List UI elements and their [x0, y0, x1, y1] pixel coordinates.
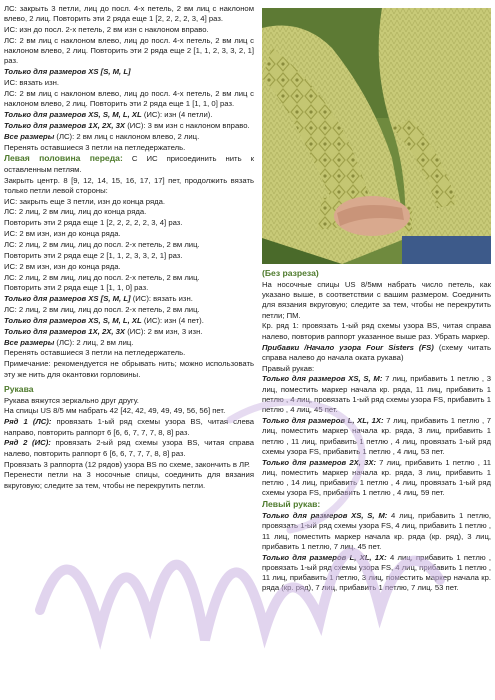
left-paragraph — [4, 406, 254, 416]
instruction-text: ЛС: 2 вм лиц с наклоном влево, лиц до посл. 4-х петель, 2 вм лиц с наклоном влево, 2 лиц. Повторить эти 2 ряда еще 2 [1, 1, 2, 3, 3, 2, 1] раз. — [4, 35, 254, 66]
left-paragraph — [4, 294, 254, 304]
instruction-text: ЛС: 2 лиц, 2 вм лиц, лиц до посл. 2-х петель, 2 вм лиц. — [4, 272, 200, 282]
instruction-text: ЛС: 2 лиц, 2 вм лиц, лиц до посл. 2-х петель, 2 вм лиц. — [4, 305, 200, 315]
instruction-text: ИС: закрыть еще 3 петли, изн до конца ряда. — [4, 196, 166, 206]
size-label: Только для размеров XS [S, M, L] — [4, 294, 131, 304]
right-paragraph — [262, 553, 491, 594]
left-paragraph — [4, 273, 254, 283]
right-paragraph — [262, 499, 491, 510]
left-paragraph — [4, 78, 254, 88]
left-paragraph — [4, 396, 254, 406]
left-paragraph — [4, 229, 254, 239]
left-paragraph — [4, 348, 254, 358]
instruction-text: Рукава вяжутся зеркально друг другу. — [4, 395, 139, 405]
instruction-text: провязать 2-ый ряд схемы узора BS, читая справа налево, повторить раппорт 6 [6, 6, 7, 7, 7, 8, 8] раз. — [4, 438, 254, 458]
right-paragraph — [262, 458, 491, 499]
left-text-column — [4, 4, 254, 491]
size-label: Только для размеров XS, S, M: — [262, 374, 383, 384]
left-paragraph — [4, 359, 254, 380]
instruction-text: Провязать 3 раппорта (12 рядов) узора BS по схеме, закончить в ЛР. — [4, 459, 250, 469]
instruction-text: (ИС): 2 вм изн, 3 изн. — [125, 326, 203, 336]
left-paragraph — [4, 176, 254, 197]
left-paragraph — [4, 207, 254, 217]
left-paragraph — [4, 460, 254, 470]
size-label: Только для размеров L, XL, 1X: — [262, 416, 384, 426]
right-paragraph — [262, 511, 491, 552]
right-paragraph — [262, 268, 491, 279]
instruction-text: (ИС): изн (4 пет). — [141, 315, 204, 325]
instruction-text: ИС: 2 вм изн, изн до конца ряда. — [4, 261, 121, 271]
section-heading: Левый рукав: — [262, 499, 321, 510]
right-paragraph — [262, 374, 491, 415]
section-heading: (Без разреза) — [262, 268, 319, 278]
left-paragraph — [4, 110, 254, 120]
left-paragraph — [4, 240, 254, 250]
left-paragraph — [4, 4, 254, 25]
right-paragraph — [262, 280, 491, 321]
left-paragraph — [4, 417, 254, 438]
sweater-photo — [262, 8, 491, 264]
right-paragraph — [262, 364, 491, 374]
left-paragraph — [4, 143, 254, 153]
size-label: Только для размеров XS, S, M: — [262, 511, 388, 521]
instruction-text: Закрыть центр. 8 [9, 12, 14, 15, 16, 17, 17] пет, продолжить вязать только петли левой стороны: — [4, 175, 254, 195]
size-label: Только для размеров 1X, 2X, 3X — [4, 120, 126, 130]
section-heading: Левая половина переда: — [4, 153, 123, 164]
size-label: Только для размеров XS [S, M, L] — [4, 67, 131, 77]
instruction-text: (ИС): изн (4 петли). — [141, 110, 213, 120]
instruction-text: (ИС): 3 вм изн с наклоном вправо. — [125, 120, 250, 130]
instruction-text: (ЛС): 2 вм лиц с наклоном влево, 2 лиц. — [54, 131, 200, 141]
left-paragraph — [4, 218, 254, 228]
left-paragraph — [4, 327, 254, 337]
instruction-text: ЛС: 2 лиц, 2 вм лиц, лиц до конца ряда. — [4, 207, 147, 217]
size-label: Только для размеров 2X, 3X: — [262, 457, 377, 467]
instruction-text: Перенести петли на 3 носочные спицы, соединить для вязания вкруговую; следите за тем, чтобы не перекрутить петли. — [4, 470, 254, 490]
left-paragraph — [4, 121, 254, 131]
instruction-text: Повторить эти 2 ряда еще 1 [2, 2, 2, 2, 2, 3, 4] раз. — [4, 218, 183, 228]
instruction-text: (ЛС): 2 лиц, 2 вм лиц. — [54, 337, 134, 347]
size-label: Только для размеров XS, S, M, L, XL — [4, 315, 142, 325]
size-label: Все размеры — [4, 131, 55, 141]
instruction-text: 4 лиц, прибавить 1 петлю , провязать 1-ый ряд схемы узора FS, 4 лиц, прибавить 1 петлю , 11 лиц, прибавить 1 петлю, 3 лиц, поместить маркер начала кр. ряда (кр. ряд), 7 лиц, прибавить 1 петлю, 7 лиц. 53 пет. — [262, 552, 491, 593]
instruction-text: ЛС: 2 вм лиц с наклоном влево, лиц до посл. 4-х петель, 2 вм лиц с наклоном влево, 2 лиц. Повторить эти 2 ряда еще 1 [1, 1, 0] раз. — [4, 88, 254, 109]
right-paragraph — [262, 416, 491, 457]
instruction-text: 7 лиц, прибавить 1 петлю , 3 лиц, поместить маркер начала кр. ряда, 11 лиц, прибавить 1 петлю , 4 лиц, провязать 1-ый ряд схемы узора FS, прибавить 1 петлю , 4 лиц, 45 пет. — [262, 374, 492, 415]
left-paragraph — [4, 262, 254, 272]
left-paragraph — [4, 438, 254, 459]
size-label: Все размеры — [4, 337, 55, 347]
left-paragraph — [4, 197, 254, 207]
instruction-text: На носочные спицы US 8/5мм набрать число петель, как указано выше, в соответствии с вашим размером. Соединить для вязания вкруговую; следите за тем, чтобы не перекрутить петли; ПМ. — [262, 279, 491, 320]
instruction-text: 7 лиц, прибавить 1 петлю , 7 лиц, поместить маркер начала кр. ряда, 3 лиц, прибавить 1 петлю , 11 лиц, прибавить 1 петлю , 4 лиц, провязать 1-ый ряд схемы узора FS, прибавить 1 петлю , 4 лиц, 53 пет. — [262, 416, 491, 456]
instruction-text: (ИС): вязать изн. — [130, 294, 193, 304]
size-label: Прибавки /Начало узора Four Sisters (FS) — [262, 342, 434, 352]
left-paragraph — [4, 132, 254, 142]
left-paragraph — [4, 316, 254, 326]
size-label: Ряд 1 (ЛС): — [4, 417, 52, 427]
left-paragraph — [4, 153, 254, 175]
instruction-text: Повторить эти 2 ряда еще 2 [1, 1, 2, 3, 3, 2, 1] раз. — [4, 250, 183, 260]
size-label: Только для размеров L, XL, 1X: — [262, 552, 387, 562]
right-paragraph — [262, 343, 491, 364]
size-label: Только для размеров XS, S, M, L, XL — [4, 110, 142, 120]
instruction-text: (схему читать справа налево до начала оката рукава) — [262, 342, 491, 362]
instruction-text: ИС: вязать изн. — [4, 78, 60, 88]
instruction-text: 4 лиц, прибавить 1 петлю, провязать 1-ый ряд схемы узора FS, 4 лиц, прибавить 1 петлю , 11 лиц, поместить маркер начала кр. ряда (кр. ряд), 3 лиц, прибавить 1 петлю, 7 лиц. 45 пет. — [262, 511, 492, 551]
left-paragraph — [4, 470, 254, 491]
instruction-text: 7 лиц, прибавить 1 петлю , 11 лиц, поместить маркер начала кр. ряда, 3 лиц, прибавить 1 петлю , 14 лиц, прибавить 1 петлю , 4 лиц, провязать 1-ый ряд схемы узора FS, прибавить 1 петлю , 4 лиц, 59 пет. — [262, 457, 491, 498]
instruction-text: ИС: 2 вм изн, изн до конца ряда. — [4, 229, 121, 239]
section-heading: Рукава — [4, 383, 34, 394]
left-paragraph — [4, 283, 254, 293]
instruction-text: ИС: изн до посл. 2-х петель, 2 вм изн с наклоном вправо. — [4, 25, 209, 35]
instruction-text: Перенять оставшиеся 3 петли на петледержатель. — [4, 348, 186, 358]
instruction-text: ЛС: 2 лиц, 2 вм лиц, лиц до посл. 2-х петель, 2 вм лиц. — [4, 240, 200, 249]
left-paragraph — [4, 338, 254, 348]
right-text-column — [262, 268, 491, 594]
right-paragraph — [262, 321, 491, 342]
instruction-text: Правый рукав: — [262, 363, 315, 373]
left-paragraph — [4, 36, 254, 67]
instruction-text: Примечание: рекомендуется не обрывать нить; можно использовать эту же нить для окантовки горловины. — [4, 359, 254, 379]
left-paragraph — [4, 305, 254, 315]
instruction-text: Перенять оставшиеся 3 петли на петледержатель. — [4, 142, 186, 152]
instruction-text: провязать 1-ый ряд схемы узора BS, читая слева направо, повторить раппорт 6 [6, 6, 7, 7, 7, 8, 8] раз. — [4, 417, 254, 437]
left-paragraph — [4, 25, 254, 35]
left-paragraph — [4, 67, 254, 77]
instruction-text: Кр. ряд 1: провязать 1-ый ряд схемы узора BS, читая справа налево, повторив раппорт указанное выше раз. Убрать маркер. — [262, 321, 491, 341]
instruction-text: На спицы US 8/5 мм набрать 42 [42, 42, 49, 49, 49, 56, 56] пет. — [4, 406, 226, 416]
size-label: Ряд 2 (ИС): — [4, 438, 51, 448]
instruction-text: ЛС: закрыть 3 петли, лиц до посл. 4-х петель, 2 вм лиц с наклоном влево, 2 лиц. Повторить эти 2 ряда еще 1 [2, 2, 2, 2, 3, 4] раз. — [4, 4, 254, 24]
instruction-text: Повторить эти 2 ряда еще 1 [1, 1, 0] раз. — [4, 283, 149, 293]
left-paragraph — [4, 384, 254, 395]
left-paragraph — [4, 251, 254, 261]
size-label: Только для размеров 1X, 2X, 3X — [4, 326, 126, 336]
left-paragraph — [4, 89, 254, 110]
instruction-text: С ИС присоединить нить к оставленным петлям. — [4, 154, 254, 174]
